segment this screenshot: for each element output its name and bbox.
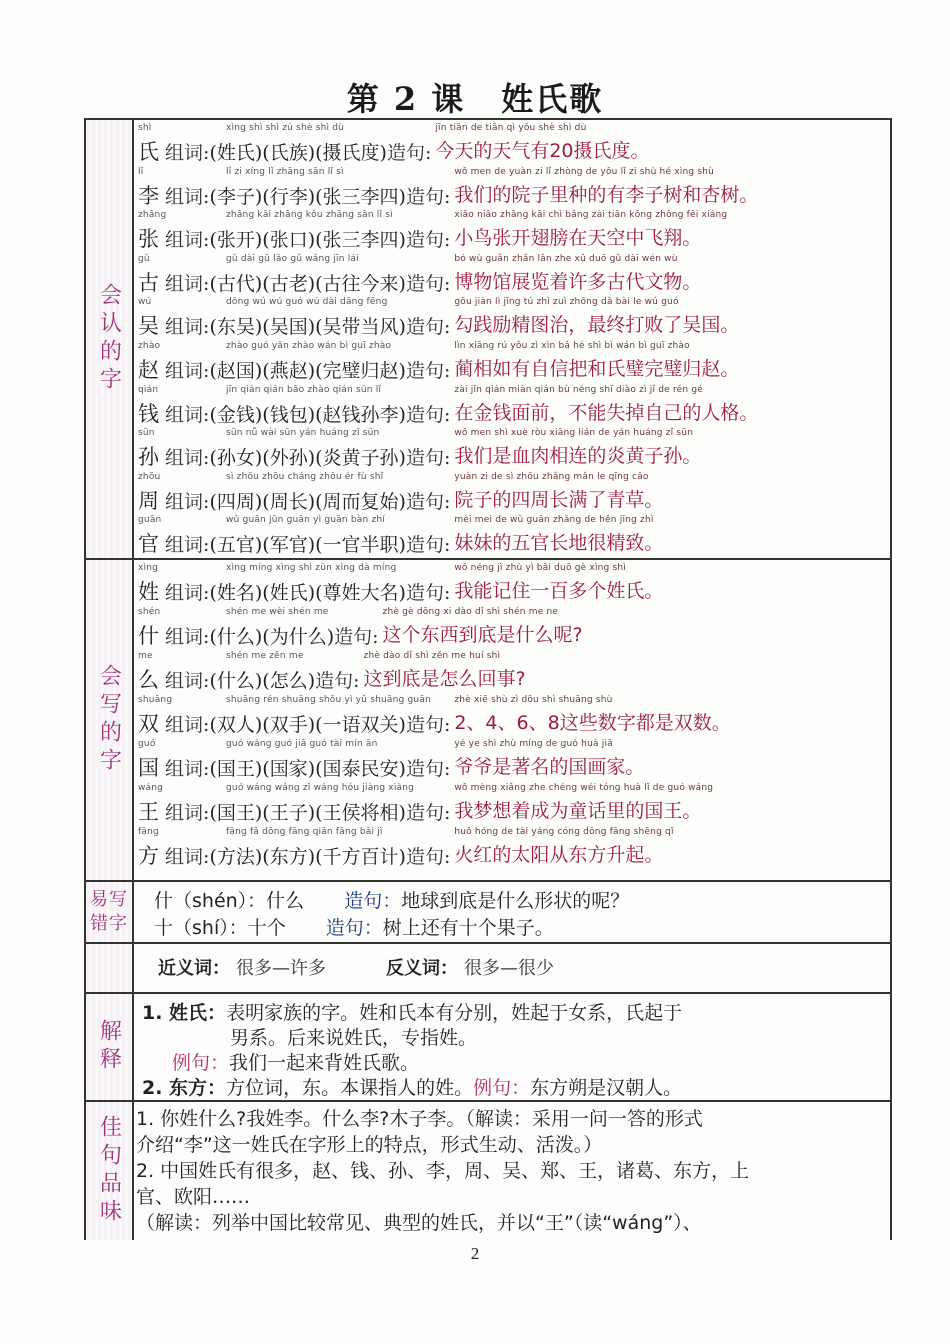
char-row	[138, 166, 884, 210]
word-label: 组词:	[165, 846, 210, 868]
words: (古代)(古老)(古往今来)	[209, 272, 406, 295]
words-pinyin: zhāng kāi zhāng kǒu zhāng sān lǐ sì	[226, 210, 393, 221]
sentence-pinyin: mèi mei de wǔ guān zhǎng de hěn jīng zhì	[454, 515, 654, 526]
sentence-label: 造句:	[405, 272, 451, 295]
sentence: 博物馆展览着许多古代文物。	[454, 270, 702, 293]
lesson-number: 第 2 课	[346, 80, 466, 118]
char: 古	[138, 270, 159, 295]
sentence: 我梦想着成为童话里的国王。	[454, 800, 702, 822]
words: (五官)(军官)(一官半职)	[209, 534, 406, 557]
sentence: 小鸟张开翅膀在天空中飞翔。	[454, 227, 702, 250]
recognize-rows	[134, 120, 890, 558]
words-pinyin: fāng fǎ dōng fāng qiān fāng bǎi jì	[226, 827, 383, 837]
section-label	[86, 994, 134, 1100]
good-section	[86, 1102, 890, 1240]
sentence-pinyin: yé ye shì zhù míng de guó huà jiā	[454, 739, 613, 749]
sentence-pinyin: wǒ men shì xuè ròu xiāng lián de yán huáng zǐ sūn	[454, 428, 694, 439]
char: 孙	[138, 445, 159, 470]
explain-line	[142, 998, 890, 1023]
lesson-table	[84, 118, 892, 1240]
words-pinyin: guó wáng guó jiā guó tài mín ān	[226, 739, 378, 749]
char-pinyin: xìng	[138, 563, 159, 573]
explain-text: 表明家族的字。姓和氏本有分别，姓起于女系，氏起于	[226, 1002, 683, 1024]
section-label	[86, 560, 134, 880]
char: 什	[138, 624, 159, 648]
antonym-value: 很多—很少	[464, 958, 554, 979]
char-pinyin: qián	[138, 384, 159, 395]
char-row	[138, 738, 884, 782]
words: (东吴)(吴国)(吴带当风)	[209, 316, 406, 339]
explain-line	[142, 1048, 890, 1073]
char: 双	[138, 712, 159, 736]
word-label: 组词:	[165, 272, 210, 295]
word-label: 组词:	[165, 403, 210, 426]
sentence: 蔺相如有自信把和氏璧完璧归赵。	[454, 357, 740, 380]
word-label: 组词:	[165, 185, 210, 208]
words-pinyin: xìng shì shì zú shè shì dù	[226, 123, 345, 133]
char-line	[138, 180, 450, 210]
word-label: 组词:	[165, 626, 210, 648]
word-label: 组词:	[165, 534, 210, 557]
antonym-label: 反义词：	[386, 958, 458, 979]
char-pinyin: guān	[138, 515, 162, 526]
char-line	[138, 752, 450, 782]
word-label: 组词:	[165, 758, 210, 780]
sentence-pinyin: xiǎo niǎo zhāng kāi chì bǎng zài tiān kōng zhōng fēi xiáng	[454, 210, 728, 221]
example-text: 我们一起来背姓氏歌。	[229, 1052, 420, 1074]
char-row	[138, 782, 884, 826]
words-pinyin: sì zhōu zhōu cháng zhōu ér fù shǐ	[226, 471, 384, 482]
char-row	[138, 209, 884, 253]
words-pinyin: xìng míng xìng shì zūn xìng dà míng	[226, 563, 397, 573]
explain-term: 1. 姓氏：	[142, 1002, 227, 1024]
sentence: 爷爷是著名的国画家。	[454, 756, 645, 778]
char-line	[138, 223, 450, 253]
sentence: 这到底是怎么回事?	[363, 668, 526, 690]
sentence-label: 造句:	[334, 626, 379, 648]
section-label-text: 会写的字	[96, 664, 122, 776]
char-line	[138, 576, 450, 606]
sentence: 院子的四周长满了青草。	[454, 488, 664, 511]
example-text: 东方朔是汉朝人。	[530, 1077, 683, 1099]
words-pinyin: dōng wú wú guó wú dài dāng fēng	[226, 297, 388, 308]
char-pinyin: shén	[138, 607, 161, 617]
section-label-text: 易写错字	[90, 889, 128, 934]
char-pinyin: zhāng	[138, 210, 167, 221]
char-line	[138, 354, 450, 384]
sentence-label: 造句:	[405, 185, 451, 208]
char-row	[138, 122, 884, 166]
char-line	[138, 136, 431, 166]
lesson-name: 姓氏歌	[501, 80, 604, 118]
char-pinyin: zhào	[138, 340, 161, 351]
words: (国王)(王子)(王侯将相)	[209, 802, 406, 824]
sentence-pinyin: bó wù guǎn zhǎn lǎn zhe xǔ duō gǔ dài wén wù	[454, 253, 678, 264]
char-line	[138, 620, 379, 650]
sentence: 在金钱面前，不能失掉自己的人格。	[454, 401, 759, 424]
sentence-pinyin: jīn tiān de tiān qì yǒu shè shì dù	[435, 123, 587, 133]
char-line	[138, 796, 450, 826]
char: 方	[138, 844, 159, 868]
char-row	[138, 562, 884, 606]
char-line	[138, 664, 360, 694]
sentence-label: 造句:	[405, 490, 451, 513]
char-line	[138, 485, 450, 515]
sentence-pinyin: zhè xiē shù zì dōu shì shuāng shù	[454, 695, 613, 705]
explain-text: 男系。后来说姓氏，专指姓。	[230, 1027, 478, 1049]
char: 么	[138, 668, 159, 692]
sentence-label: 造句:	[405, 229, 451, 252]
char-row	[138, 253, 884, 297]
sentence-pinyin: lìn xiāng rú yǒu zì xìn bǎ hé shì bì wán bì guī zhào	[454, 340, 690, 351]
sentence-label: 造句:	[405, 316, 451, 339]
char-line	[138, 310, 450, 340]
sentence-pinyin: zhè gè dōng xi dào dǐ shì shén me ne	[382, 607, 559, 617]
sentence-label: 造句:	[405, 582, 451, 604]
sentence: 妹妹的五官长地很精致。	[454, 532, 664, 555]
words: (四周)(周长)(周而复始)	[209, 490, 406, 513]
write-section	[86, 560, 890, 882]
page-number: 2	[470, 1244, 480, 1263]
recognize-section	[86, 120, 890, 560]
char-row	[138, 514, 884, 558]
good-line: 1. 你姓什么?我姓李。什么李?木子李。（解读：采用一问一答的形式	[136, 1108, 703, 1130]
page-title	[0, 74, 950, 120]
words: (孙女)(外孙)(炎黄子孙)	[209, 447, 406, 470]
char-pinyin: guó	[138, 739, 156, 749]
char: 赵	[138, 357, 159, 382]
synonym-section	[86, 944, 890, 994]
words-pinyin: sūn nǚ wài sūn yán huáng zǐ sūn	[226, 428, 380, 439]
char-pinyin: wú	[138, 297, 152, 308]
char-line	[138, 441, 450, 471]
explain-term: 2. 东方：	[142, 1077, 227, 1099]
char-line	[138, 267, 450, 297]
section-label	[86, 120, 134, 558]
char-pinyin: me	[138, 651, 153, 661]
char-row	[138, 606, 884, 650]
sentence-label: 造句:	[405, 714, 451, 736]
words: (姓氏)(氏族)(摄氏度)	[209, 142, 387, 164]
words-pinyin: jīn qián qián bāo zhào qián sūn lǐ	[226, 384, 382, 395]
section-label	[86, 1102, 134, 1240]
words: (张开)(张口)(张三李四)	[209, 229, 406, 252]
sentence-label: 造句:	[405, 802, 451, 824]
words: (国王)(国家)(国泰民安)	[209, 758, 406, 780]
char-line	[138, 528, 450, 558]
section-label-text: 会认的字	[96, 283, 122, 395]
char: 周	[138, 488, 159, 513]
char-line	[138, 708, 450, 738]
char-row	[138, 427, 884, 471]
sentence-label: 造句:	[405, 758, 451, 780]
section-label-text: 佳句品味	[96, 1115, 122, 1227]
section-label-text: 解释	[96, 1019, 122, 1075]
sentence: 我能记住一百多个姓氏。	[454, 580, 664, 602]
char-pinyin: fāng	[138, 827, 159, 837]
sentence-label: 造句:	[386, 142, 432, 164]
error-sentence-label: 造句：	[325, 917, 383, 939]
good-line: 官、欧阳……	[136, 1186, 251, 1208]
sentence-pinyin: huǒ hóng de tài yáng cóng dōng fāng shēng qǐ	[454, 827, 674, 837]
word-label: 组词:	[165, 582, 210, 604]
good-content	[134, 1102, 890, 1236]
char-pinyin: zhōu	[138, 471, 161, 482]
error-row	[154, 886, 890, 913]
sentence-pinyin: wǒ néng jì zhù yì bǎi duō gè xìng shì	[454, 563, 627, 573]
char-pinyin: shuāng	[138, 695, 173, 705]
words-pinyin: gǔ dài gǔ lǎo gǔ wǎng jīn lái	[226, 253, 359, 264]
char-pinyin: wáng	[138, 783, 164, 793]
sentence-pinyin: zài jīn qián miàn qián bù néng shī diào zì jǐ de rén gé	[454, 384, 704, 395]
sentence-pinyin: yuàn zi de sì zhōu zhǎng mǎn le qīng cǎo	[454, 471, 649, 482]
error-sentence: 树上还有十个果子。	[382, 917, 554, 939]
char: 王	[138, 800, 159, 824]
word-label: 组词:	[165, 142, 210, 164]
char: 官	[138, 532, 159, 557]
explain-section	[86, 994, 890, 1102]
sentence-label: 造句:	[405, 447, 451, 470]
char-row	[138, 384, 884, 428]
char-line	[138, 398, 450, 428]
good-line: （解读：列举中国比较常见、典型的姓氏，并以“王”（读“wáng”）、	[136, 1212, 702, 1234]
sentence-label: 造句:	[405, 846, 451, 868]
sentence-pinyin: wǒ mèng xiǎng zhe chéng wéi tóng huà lǐ de guó wáng	[454, 783, 714, 793]
char-row	[138, 650, 884, 694]
example-label: 例句：	[473, 1077, 531, 1099]
example-label: 例句：	[172, 1052, 230, 1074]
sentence: 今天的天气有20摄氏度。	[435, 140, 650, 162]
words-pinyin: shuāng rén shuāng shǒu yì yǔ shuāng guān	[226, 695, 431, 705]
words: (李子)(行李)(张三李四)	[209, 185, 406, 208]
synonym-label: 近义词：	[158, 958, 230, 979]
error-section	[86, 882, 890, 944]
words: (什么)(怎么)	[209, 670, 316, 692]
explain-line	[142, 1023, 890, 1048]
sentence-pinyin: wǒ men de yuàn zi lǐ zhòng de yǒu lǐ zi shù hé xìng shù	[454, 166, 715, 177]
explain-text: 方位词，东。本课指人的姓。	[226, 1077, 474, 1099]
sentence: 我们是血肉相连的炎黄子孙。	[454, 445, 702, 468]
words: (双人)(双手)(一语双关)	[209, 714, 406, 736]
explain-line	[142, 1073, 890, 1098]
char-pinyin: shì	[138, 123, 152, 133]
word-label: 组词:	[165, 229, 210, 252]
sentence-label: 造句:	[405, 403, 451, 426]
words: (赵国)(燕赵)(完璧归赵)	[209, 359, 406, 382]
sentence: 2、4、6、8这些数字都是双数。	[454, 712, 731, 734]
explain-content	[134, 994, 890, 1100]
char: 钱	[138, 401, 159, 426]
good-line: 介绍“李”这一姓氏在字形上的特点，形式生动、活泼。）	[136, 1134, 603, 1156]
word-label: 组词:	[165, 802, 210, 824]
sentence-label: 造句:	[405, 534, 451, 557]
word-label: 组词:	[165, 316, 210, 339]
char-row	[138, 471, 884, 515]
char-row	[138, 826, 884, 870]
words: (方法)(东方)(千方百计)	[209, 846, 406, 868]
char: 张	[138, 227, 159, 252]
char-pinyin: gǔ	[138, 253, 150, 264]
sentence: 这个东西到底是什么呢?	[382, 624, 583, 646]
char-line	[138, 840, 450, 870]
char: 吴	[138, 314, 159, 339]
char: 李	[138, 183, 159, 208]
word-label: 组词:	[165, 490, 210, 513]
char-row	[138, 296, 884, 340]
error-content	[134, 882, 890, 942]
sentence-pinyin: zhè dào dǐ shì zěn me huí shì	[363, 651, 501, 661]
word-label: 组词:	[165, 447, 210, 470]
words-pinyin: guó wáng wáng zǐ wáng hóu jiàng xiàng	[226, 783, 415, 793]
synonym-content	[134, 944, 890, 990]
char: 国	[138, 756, 159, 780]
sentence: 火红的太阳从东方升起。	[454, 844, 664, 866]
sentence-pinyin: gōu jiàn lì jīng tú zhì zuì zhōng dǎ bài le wú guó	[454, 297, 679, 308]
words-pinyin: shén me wèi shén me	[226, 607, 329, 617]
sentence-label: 造句:	[315, 670, 360, 692]
char-pinyin: sūn	[138, 428, 155, 439]
section-label	[86, 882, 134, 942]
sentence: 我们的院子里种的有李子树和杏树。	[454, 183, 759, 206]
words: (什么)(为什么)	[209, 626, 335, 648]
good-line: 2. 中国姓氏有很多，赵、钱、孙、李，周、吴、郑、王，诸葛、东方，上	[136, 1160, 750, 1182]
word-label: 组词:	[165, 359, 210, 382]
section-label	[86, 944, 134, 992]
error-entry: 什（shén）：什么	[154, 890, 305, 912]
synonym-value: 很多—许多	[236, 958, 326, 979]
error-sentence: 地球到底是什么形状的呢？	[401, 890, 630, 912]
char: 氏	[138, 140, 159, 164]
words-pinyin: zhào guó yān zhào wán bì guī zhào	[226, 340, 392, 351]
words-pinyin: wǔ guān jūn guān yì guān bàn zhí	[226, 515, 385, 526]
words: (姓名)(姓氏)(尊姓大名)	[209, 582, 406, 604]
word-label: 组词:	[165, 714, 210, 736]
char-pinyin: lǐ	[138, 166, 144, 177]
words: (金钱)(钱包)(赵钱孙李)	[209, 403, 406, 426]
write-rows	[134, 560, 890, 880]
char: 姓	[138, 580, 159, 604]
char-row	[138, 340, 884, 384]
words-pinyin: lǐ zi xíng lǐ zhāng sān lǐ sì	[226, 166, 344, 177]
error-entry: 十（shí）：十个	[154, 917, 286, 939]
words-pinyin: shén me zěn me	[226, 651, 304, 661]
sentence: 勾践励精图治，最终打败了吴国。	[454, 314, 740, 337]
error-sentence-label: 造句：	[344, 890, 402, 912]
error-row	[154, 913, 890, 940]
char-row	[138, 694, 884, 738]
sentence-label: 造句:	[405, 359, 451, 382]
word-label: 组词:	[165, 670, 210, 692]
